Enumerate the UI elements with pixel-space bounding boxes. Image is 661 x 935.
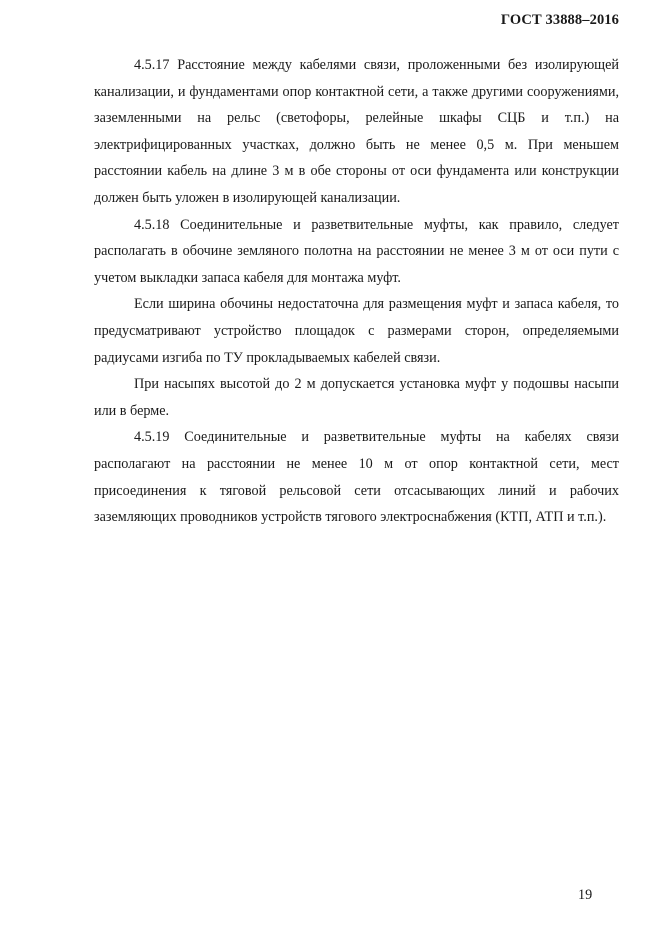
- page-number: 19: [578, 887, 593, 903]
- paragraph-4-5-17: 4.5.17 Расстояние между кабелями связи, проложенными без изолирующей канализации, и фундаментами опор контактной сети, а также другими сооружениями, заземленными на рельс (светофоры, релейные шкафы СЦБ и т.п.) на электрифицированных участках, должно быть не менее 0,5 м. При меньшем расстоянии кабель на длине 3 м в обе стороны от оси фундамента или конструкции должен быть уложен в изолирующей канализации.: [94, 57, 619, 206]
- paragraph-embankment: При насыпях высотой до 2 м допускается установка муфт у подошвы насыпи или в берме.: [94, 376, 619, 419]
- paragraph-shoulder-width: Если ширина обочины недостаточна для размещения муфт и запаса кабеля, то предусматривают устройство площадок с размерами сторон, определяемыми радиусами изгиба по ТУ прокладываемых кабелей связи.: [94, 296, 619, 366]
- paragraph-4-5-18: 4.5.18 Соединительные и разветвительные муфты, как правило, следует располагать в обочине земляного полотна на расстоянии не менее 3 м от оси пути с учетом выкладки запаса кабеля для монтажа муфт.: [94, 216, 619, 286]
- document-body: [94, 52, 619, 531]
- paragraph-4-5-19: 4.5.19 Соединительные и разветвительные муфты на кабелях связи располагают на расстоянии не менее 10 м от опор контактной сети, мест присоединения к тяговой рельсовой сети отсасывающих линий и рабочих заземляющих проводников устройств тягового электроснабжения (КТП, АТП и т.п.).: [94, 429, 619, 526]
- document-header: ГОСТ 33888–2016: [500, 12, 619, 28]
